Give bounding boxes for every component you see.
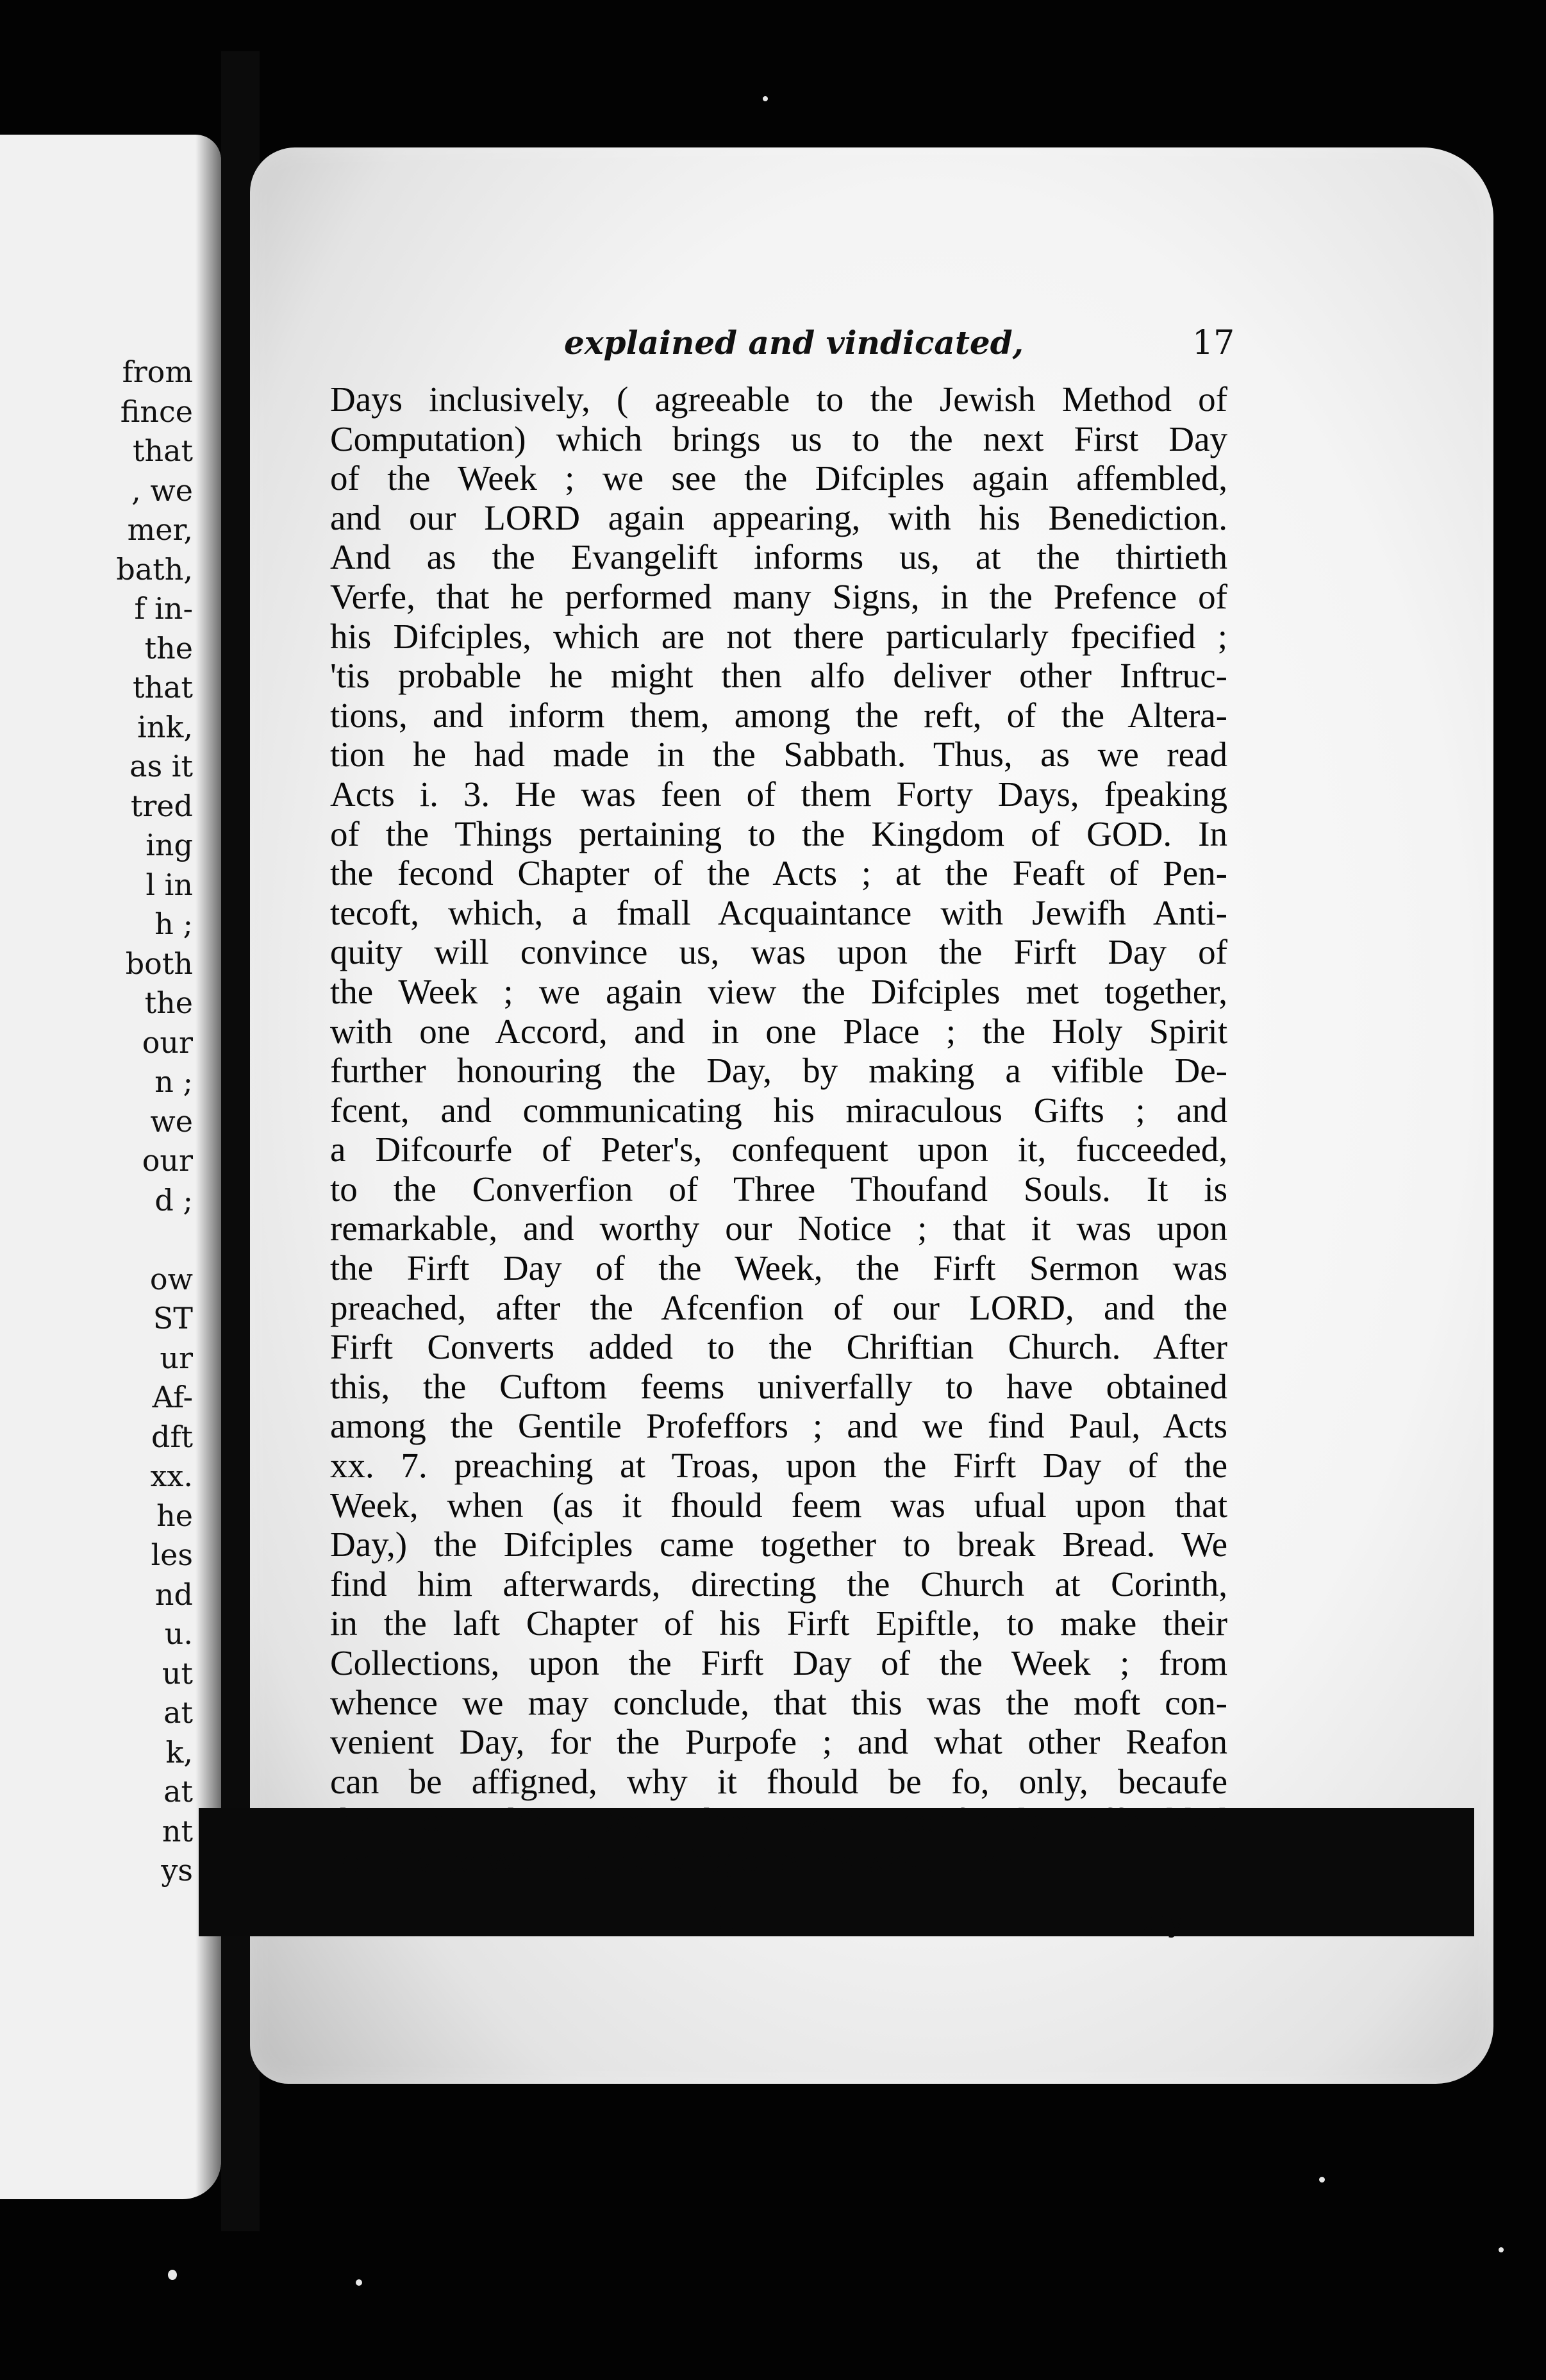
text-line: find him afterwards, directing the Church at Corinth, [330,1564,1227,1604]
left-page-line [116,1220,193,1260]
text-line: tions, and inform them, among the reft, of the Altera- [330,695,1227,735]
facing-page-left [0,135,221,2199]
left-page-line: that [132,433,193,468]
left-page-line: mer, [127,512,193,547]
text-line: that on this Day, they were conftantly affembled [330,1801,1227,1841]
left-page-line: ut [162,1655,193,1691]
text-line: Verfe, that he performed many Signs, in the Prefence of [330,576,1227,616]
page-number: 17 [1192,324,1235,362]
left-page-line: we [150,1103,193,1139]
text-line: in the laft Chapter of his Firft Epiftle, to make their [330,1604,1227,1643]
text-line: for Divine Worfhip ? Giving of Alms was cuftom- [330,1840,1038,1880]
left-page-line: ink, [137,709,193,744]
text-line: tion he had made in the Sabbath. Thus, as we read [330,735,1227,775]
text-line: and our LORD again appearing, with his Benediction. [330,498,1227,537]
left-page-line: fince [120,394,193,429]
left-page-line: Af- [152,1380,193,1414]
text-line: the Firft Day of the Week, the Firft Sermon was [330,1248,1227,1288]
left-page-line: xx. [150,1459,193,1493]
text-line: of the Things pertaining to the Kingdom of GOD. In [330,814,1227,853]
text-line: Computation) which brings us to the next First Day [330,419,1227,458]
text-line: tecoft, which, a fmall Acquaintance with Jewifh Anti- [330,892,1227,932]
left-page-line: the [144,630,193,666]
left-page-line: at [163,1774,193,1809]
left-page-line: from [122,355,193,389]
left-page-line: dft [151,1419,193,1454]
left-page-line: f in- [134,591,193,626]
text-line: to the Converfion of Three Thoufand Souls. It is [330,1169,1227,1209]
text-line: xx. 7. preaching at Troas, upon the Firft Day of the [330,1446,1227,1486]
left-page-line: h ; [154,907,193,941]
text-line: with one Accord, and in one Place ; the Holy Spirit [330,1011,1227,1051]
left-page-line: d ; [154,1182,193,1218]
text-line: the fecond Chapter of the Acts ; at the Feaft of Pen- [330,853,1227,893]
left-page-line: that [132,670,193,705]
text-line: a Difcourfe of Peter's, confequent upon it, fucceeded, [330,1130,1227,1169]
left-page-line: both [125,946,193,981]
left-page-line: our [142,1143,193,1178]
left-page-line: ow [149,1261,193,1296]
text-line: this, the Cuftom feems univerfally to have obtained [330,1366,1227,1406]
text-line: Days inclusively, ( agreeable to the Jewish Method of [330,380,1227,419]
text-line: can be affigned, why it fhould be fo, only, becaufe [330,1761,1227,1801]
text-line: Collections, upon the Firft Day of the Week ; from [330,1643,1227,1682]
running-head: explained and vindicated, [564,324,1024,362]
text-line: Day,) the Difciples came together to break Bread. We [330,1525,1227,1564]
catchword: ary [1142,1902,1185,1938]
text-line: fcent, and communicating his miraculous Gifts ; and [330,1090,1227,1130]
left-page-line: he [156,1498,193,1533]
left-page-line: nd [154,1577,193,1612]
left-page-line: our [142,1025,193,1060]
signature-mark: C [711,1895,736,1937]
dust-speck [168,2270,177,2280]
text-line: the Week ; we again view the Difciples met together, [330,971,1227,1011]
left-page-line: k, [165,1734,193,1770]
dust-speck [1319,2177,1325,2183]
left-page-line: ys [161,1853,193,1888]
text-line: quity will convince us, was upon the Firft Day of [330,932,1227,972]
left-page-line: u. [164,1616,193,1651]
text-line: among the Gentile Profeffors ; and we find Paul, Acts [330,1406,1227,1446]
text-line: of the Week ; we see the Difciples again affembled, [330,458,1227,498]
left-page-line: at [163,1695,193,1730]
text-line: his Difciples, which are not there particularly fpecified ; [330,616,1227,656]
text-line: remarkable, and worthy our Notice ; that it was upon [330,1209,1227,1248]
left-page-line: ST [153,1301,193,1336]
body-text [330,380,1227,1881]
text-line: 'tis probable he might then alfo deliver other Inftruc- [330,656,1227,696]
left-page-line: l in [145,867,193,902]
left-page-line: ur [160,1340,193,1375]
text-line: preached, after the Afcenfion of our LORD, and the [330,1287,1227,1327]
text-line: Acts i. 3. He was feen of them Forty Days, fpeaking [330,774,1227,814]
left-page-line: , we [131,473,193,508]
dust-speck [356,2279,362,2286]
left-page-line: tred [130,788,193,823]
left-page-line: ing [145,828,193,862]
text-line: Week, when (as it fhould feem was ufual upon that [330,1485,1227,1525]
dust-speck [1499,2247,1504,2252]
left-page-line: the [144,985,193,1020]
text-line: further honouring the Day, by making a vifible De- [330,1051,1227,1091]
left-page-line: n ; [154,1064,193,1099]
left-page-line: as it [129,749,193,784]
dust-speck [763,96,768,101]
text-line: venient Day, for the Purpofe ; and what other Reafon [330,1722,1227,1762]
text-line: And as the Evangelift informs us, at the thirtieth [330,537,1227,577]
text-line: Firft Converts added to the Chriftian Church. After [330,1327,1227,1367]
left-page-text [116,353,193,1891]
text-line: whence we may conclude, that this was the moft con- [330,1682,1227,1722]
left-page-line: les [151,1538,193,1572]
left-page-line: bath, [116,551,193,587]
left-page-line: nt [162,1813,193,1848]
